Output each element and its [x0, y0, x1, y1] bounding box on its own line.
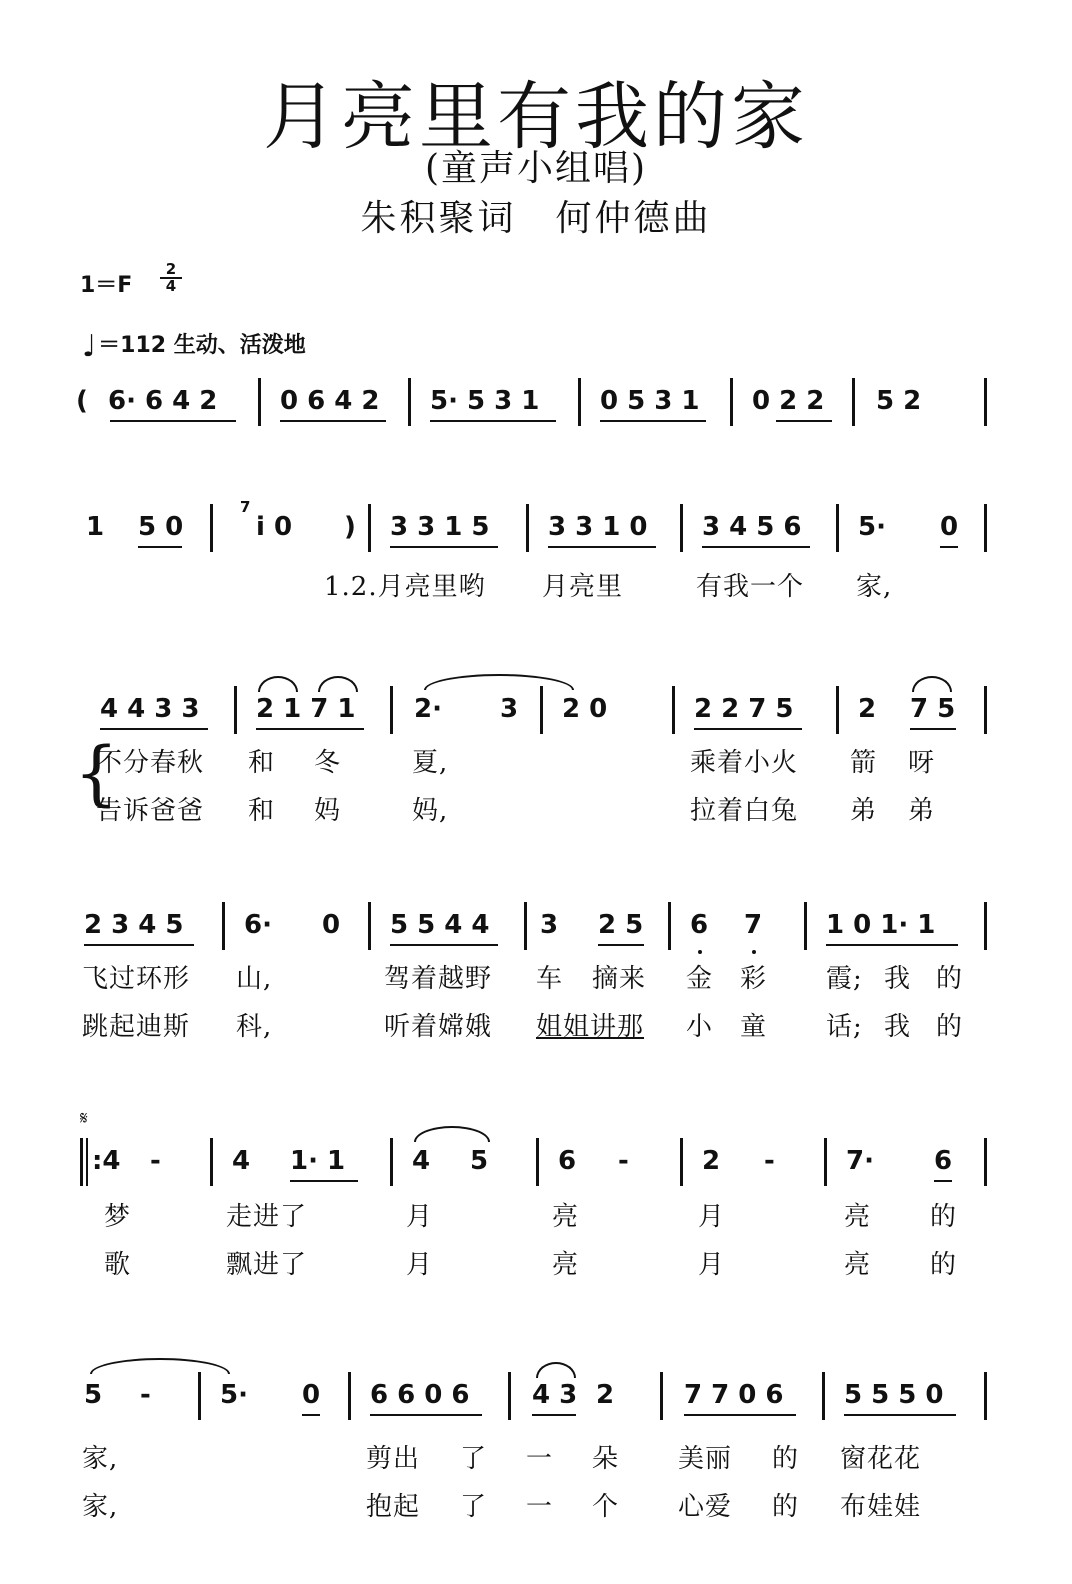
lyric: 家,	[82, 1492, 119, 1522]
segno-icon: 𝄋	[80, 1108, 88, 1129]
lyric: 朵	[592, 1444, 620, 1474]
measure: 0 5 3 1	[600, 386, 700, 416]
barline	[368, 504, 371, 552]
underline	[598, 944, 644, 946]
measure: 1	[86, 512, 105, 542]
time-numerator: 2	[160, 262, 182, 279]
lyric-line-3-verse-1	[96, 742, 936, 779]
barline	[804, 902, 807, 950]
time-signature	[160, 262, 182, 294]
barline	[540, 686, 543, 734]
barline	[536, 1138, 539, 1186]
underline	[548, 546, 656, 548]
lyric-line-6-verse-2	[82, 1486, 922, 1523]
measure: 4 4 3 3	[100, 694, 200, 724]
barline	[222, 902, 225, 950]
barline	[836, 504, 839, 552]
time-denominator: 4	[165, 277, 177, 295]
quarter-note-icon: ♩	[82, 329, 97, 364]
measure: 5	[84, 1380, 103, 1410]
underline	[684, 1414, 796, 1416]
lyric-line-2	[324, 566, 893, 603]
lyric-line-6-verse-1	[82, 1438, 922, 1475]
measure: -	[764, 1146, 775, 1176]
lyric: 的	[936, 1012, 964, 1042]
lyric: 家,	[856, 572, 893, 602]
underline	[776, 420, 832, 422]
lyric: 乘着小火	[690, 748, 799, 778]
barline	[836, 686, 839, 734]
barline	[210, 1138, 213, 1186]
barline	[258, 378, 261, 426]
slur	[912, 676, 952, 692]
barline	[234, 686, 237, 734]
barline	[526, 504, 529, 552]
barline	[578, 378, 581, 426]
lyric: 妈,	[412, 796, 449, 826]
lyric: 和	[248, 796, 276, 826]
lyric: 童	[740, 1012, 768, 1042]
barline	[668, 902, 671, 950]
barline	[680, 1138, 683, 1186]
lyric: 飘进了	[226, 1250, 308, 1280]
lyric: 梦	[104, 1202, 132, 1232]
lyric: 月	[698, 1202, 726, 1232]
barline	[984, 504, 987, 552]
lyric: 月	[406, 1250, 434, 1280]
barline	[210, 504, 213, 552]
measure: 4	[232, 1146, 251, 1176]
lyric: 我	[884, 1012, 912, 1042]
underline	[600, 420, 706, 422]
barline	[984, 1372, 987, 1420]
measure: 2 1 7 1	[256, 694, 356, 724]
lyric: 金	[686, 964, 714, 994]
underline	[844, 1414, 956, 1416]
lyric: 我	[884, 964, 912, 994]
underline	[532, 1414, 576, 1416]
lyric: 摘来	[592, 964, 647, 994]
underline	[910, 728, 956, 730]
measure: 2	[858, 694, 877, 724]
measure: 1 0 1· 1	[826, 910, 936, 940]
lyric: 不分春秋	[96, 748, 205, 778]
lyric: 小	[686, 1012, 714, 1042]
underline	[302, 1414, 320, 1416]
barline	[852, 378, 855, 426]
lyric: 听着嫦娥	[384, 1012, 493, 1042]
measure: 7 7 0 6	[684, 1380, 784, 1410]
measure: 2 5	[598, 910, 644, 940]
barline	[390, 1138, 393, 1186]
measure: 5 5 5 0	[844, 1380, 944, 1410]
measure: 0 6 4 2	[280, 386, 380, 416]
lyric: 飞过环形	[82, 964, 191, 994]
underline	[934, 1180, 952, 1182]
lyric: 的	[936, 964, 964, 994]
close-paren: )	[344, 512, 356, 542]
measure: -	[140, 1380, 151, 1410]
lyric: 妈	[314, 796, 342, 826]
underline	[290, 1180, 358, 1182]
underline	[694, 728, 802, 730]
notation-line-2	[0, 498, 1072, 572]
measure: 5 0	[138, 512, 184, 542]
measure: 3 3 1 5	[390, 512, 490, 542]
barline	[984, 686, 987, 734]
lyric: 亮	[844, 1202, 872, 1232]
measure: 6·	[244, 910, 272, 940]
measure: 2 0	[562, 694, 608, 724]
lyric: 冬	[314, 748, 342, 778]
measure: 0	[322, 910, 341, 940]
underline	[390, 546, 498, 548]
lyric: 的	[930, 1250, 958, 1280]
lyric: 布娃娃	[840, 1492, 922, 1522]
measure: 5·	[220, 1380, 248, 1410]
lyric: 弟	[908, 796, 936, 826]
slur	[258, 676, 298, 692]
lyric: 的	[772, 1444, 800, 1474]
barline	[390, 686, 393, 734]
notation-line-6	[0, 1380, 1072, 1440]
measure: 2	[702, 1146, 721, 1176]
measure: 1· 1	[290, 1146, 346, 1176]
measure: 0 2 2	[752, 386, 825, 416]
underline	[940, 546, 958, 548]
lyric-line-5-verse-2	[104, 1244, 958, 1281]
notation-line-5	[0, 1146, 1072, 1206]
lyric: 一	[526, 1444, 554, 1474]
low-octave-dot	[752, 950, 756, 954]
lyric: 月亮里	[542, 572, 624, 602]
measure: 5 2	[876, 386, 922, 416]
underline	[84, 944, 194, 946]
slur	[414, 1126, 490, 1142]
barline	[984, 1138, 987, 1186]
barline	[348, 1372, 351, 1420]
lyric: 箭	[850, 748, 878, 778]
lyric: 驾着越野	[384, 964, 493, 994]
tie	[90, 1358, 230, 1374]
measure: 6	[690, 910, 709, 940]
lyric: 走进了	[226, 1202, 308, 1232]
barline	[984, 378, 987, 426]
measure: 3 3 1 0	[548, 512, 648, 542]
lyric: 抱起	[366, 1492, 421, 1522]
lyric: 科,	[236, 1012, 273, 1042]
lyric: 的	[772, 1492, 800, 1522]
measure: 4	[412, 1146, 431, 1176]
lyric: 窗花花	[840, 1444, 922, 1474]
barline	[822, 1372, 825, 1420]
lyric: 告诉爸爸	[96, 796, 205, 826]
barline	[730, 378, 733, 426]
verse-brace: {	[74, 732, 119, 814]
measure: 2 3 4 5	[84, 910, 184, 940]
measure: 0	[940, 512, 959, 542]
barline	[824, 1138, 827, 1186]
barline	[984, 902, 987, 950]
lyric: 心爱	[678, 1492, 733, 1522]
lyric: 剪出	[366, 1444, 421, 1474]
lyric: 彩	[740, 964, 768, 994]
lyric: 了	[460, 1444, 488, 1474]
underline	[826, 944, 958, 946]
measure: 7	[744, 910, 763, 940]
lyric: 月	[698, 1250, 726, 1280]
measure: 2·	[414, 694, 442, 724]
underline	[110, 420, 236, 422]
measure: :4	[92, 1146, 121, 1176]
tempo-marking	[82, 328, 306, 364]
measure: 3	[540, 910, 559, 940]
lyric: 亮	[552, 1250, 580, 1280]
measure: 7·	[846, 1146, 874, 1176]
repeat-barline	[80, 1138, 83, 1186]
lyric-line-4-verse-2	[82, 1006, 964, 1043]
lyric: 车	[536, 964, 564, 994]
lyric: 美丽	[678, 1444, 733, 1474]
credits: 朱积聚词 何仲德曲	[360, 198, 712, 239]
measure: 0	[302, 1380, 321, 1410]
lyric: 话;	[826, 1012, 863, 1042]
lyric: 1.2.月亮里哟	[324, 572, 486, 602]
underline	[138, 546, 182, 548]
barline	[368, 902, 371, 950]
lyric: 亮	[844, 1250, 872, 1280]
lyric: 拉着白兔	[690, 796, 799, 826]
lyric: 了	[460, 1492, 488, 1522]
lyric: 一	[526, 1492, 554, 1522]
measure: i 0	[256, 512, 293, 542]
measure: 6	[934, 1146, 953, 1176]
lyric: 有我一个	[696, 572, 805, 602]
measure: 5· 5 3 1	[430, 386, 540, 416]
lyric-line-3-verse-2	[96, 790, 936, 827]
grace-note: 7	[240, 498, 251, 516]
lyric: 月	[406, 1202, 434, 1232]
lyric: 夏,	[412, 748, 449, 778]
lyric: 的	[930, 1202, 958, 1232]
key-signature: 1＝F	[80, 273, 133, 298]
measure: 5	[470, 1146, 489, 1176]
barline	[198, 1372, 201, 1420]
barline	[660, 1372, 663, 1420]
measure: 6 6 0 6	[370, 1380, 470, 1410]
measure: -	[150, 1146, 161, 1176]
underline	[280, 420, 386, 422]
measure: 6	[558, 1146, 577, 1176]
measure: 6· 6 4 2	[108, 386, 218, 416]
measure: 2	[596, 1380, 615, 1410]
measure: 7 5	[910, 694, 956, 724]
performance-note: (童声小组唱)	[424, 148, 648, 189]
measure: 5·	[858, 512, 886, 542]
tie	[424, 674, 574, 690]
measure: 3 4 5 6	[702, 512, 802, 542]
lyric: 呀	[908, 748, 936, 778]
lyric: 跳起迪斯	[82, 1012, 191, 1042]
notation-line-1	[0, 386, 1072, 446]
barline	[524, 902, 527, 950]
measure: -	[618, 1146, 629, 1176]
slur	[536, 1362, 576, 1378]
low-octave-dot	[698, 950, 702, 954]
lyric: 山,	[236, 964, 273, 994]
measure: 2 2 7 5	[694, 694, 794, 724]
song-title: 月亮里有我的家	[263, 74, 809, 160]
measure: 5 5 4 4	[390, 910, 490, 940]
slur	[318, 676, 358, 692]
lyric: 姐姐讲那	[536, 1012, 645, 1042]
barline	[680, 504, 683, 552]
measure: 4 3	[532, 1380, 578, 1410]
underline	[370, 1414, 482, 1416]
underline	[256, 728, 364, 730]
underline	[100, 728, 208, 730]
lyric: 和	[248, 748, 276, 778]
underline	[430, 420, 556, 422]
lyric: 个	[592, 1492, 620, 1522]
lyric: 霞;	[826, 964, 863, 994]
lyric: 弟	[850, 796, 878, 826]
open-paren: (	[76, 386, 88, 416]
lyric: 家,	[82, 1444, 119, 1474]
underline	[702, 546, 810, 548]
lyric-line-4-verse-1	[82, 958, 964, 995]
repeat-barline-thin	[86, 1138, 88, 1186]
lyric: 亮	[552, 1202, 580, 1232]
barline	[408, 378, 411, 426]
tempo-text: ＝112 生动、活泼地	[98, 333, 306, 358]
lyric: 歌	[104, 1250, 132, 1280]
lyric-line-5-verse-1	[104, 1196, 958, 1233]
measure: 3	[500, 694, 519, 724]
barline	[508, 1372, 511, 1420]
underline	[390, 944, 498, 946]
barline	[672, 686, 675, 734]
